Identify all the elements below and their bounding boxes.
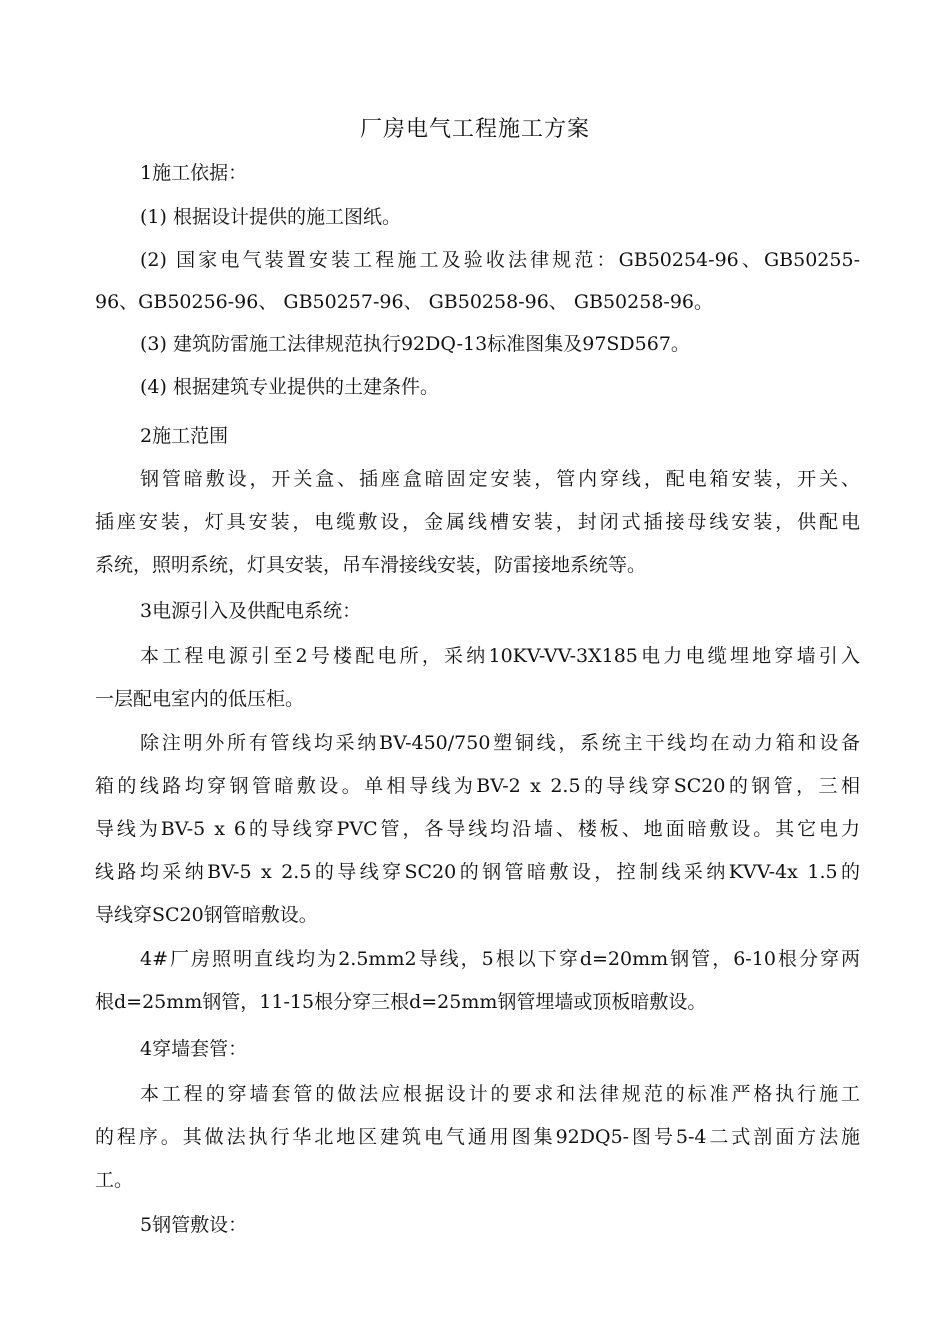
section-heading-2: 2施工范围	[140, 425, 229, 447]
paragraph-line: 插座安装，灯具安装，电缆敷设，金属线槽安装，封闭式插接母线安装，供配电	[95, 511, 860, 533]
paragraph-line: 4#厂房照明直线均为2.5mm2导线，5根以下穿d=20mm钢管，6-10根分穿两	[140, 948, 860, 970]
paragraph-line: 系统，照明系统，灯具安装，吊车滑接线安装，防雷接地系统等。	[95, 554, 647, 576]
section-heading-3: 3电源引入及供配电系统：	[140, 600, 362, 622]
section-heading-5: 5钢管敷设：	[140, 1214, 248, 1236]
document-title: 厂房电气工程施工方案	[359, 117, 590, 142]
paragraph-line: 除注明外所有管线均采纳BV-450/750塑铜线，系统主干线均在动力箱和设备	[140, 732, 860, 754]
section-heading-4: 4穿墙套管：	[140, 1038, 248, 1060]
paragraph-line: 导线穿SC20钢管暗敷设。	[95, 904, 318, 926]
paragraph-line: 本工程的穿墙套管的做法应根据设计的要求和法律规范的标准严格执行施工	[140, 1083, 860, 1105]
list-item-2-continued: 96、GB50256-96、 GB50257-96、 GB50258-96、 GB50258-96。	[95, 291, 714, 313]
paragraph-line: 箱的线路均穿钢管暗敷设。单相导线为BV-2 x 2.5的导线穿SC20的钢管，三相	[95, 775, 860, 797]
list-item-4: (4) 根据建筑专业提供的土建条件。	[140, 376, 439, 398]
paragraph-line: 工。	[95, 1169, 134, 1191]
list-item-1: (1) 根据设计提供的施工图纸。	[140, 206, 401, 228]
paragraph-line: 的程序。其做法执行华北地区建筑电气通用图集92DQ5-图号5-4二式剖面方法施	[95, 1126, 860, 1148]
paragraph-line: 本工程电源引至2号楼配电所，采纳10KV-VV-3X185电力电缆埋地穿墙引入	[140, 645, 860, 667]
section-heading-1: 1施工依据：	[140, 162, 248, 184]
paragraph-line: 导线为BV-5 x 6的导线穿PVC管，各导线均沿墙、楼板、地面暗敷设。其它电力	[95, 818, 860, 840]
paragraph-line: 钢管暗敷设，开关盒、插座盒暗固定安装，管内穿线，配电箱安装，开关、	[140, 468, 860, 490]
paragraph-line: 线路均采纳BV-5 x 2.5的导线穿SC20的钢管暗敷设，控制线采纳KVV-4x 1.5的	[95, 861, 860, 883]
paragraph-line: 根d=25mm钢管，11-15根分穿三根d=25mm钢管埋墙或顶板暗敷设。	[95, 991, 707, 1013]
paragraph-line: 一层配电室内的低压柜。	[95, 688, 305, 710]
list-item-3: (3) 建筑防雷施工法律规范执行92DQ-13标准图集及97SD567。	[140, 333, 690, 355]
list-item-2: (2) 国家电气装置安装工程施工及验收法律规范：GB50254-96、GB50255-	[140, 249, 860, 271]
